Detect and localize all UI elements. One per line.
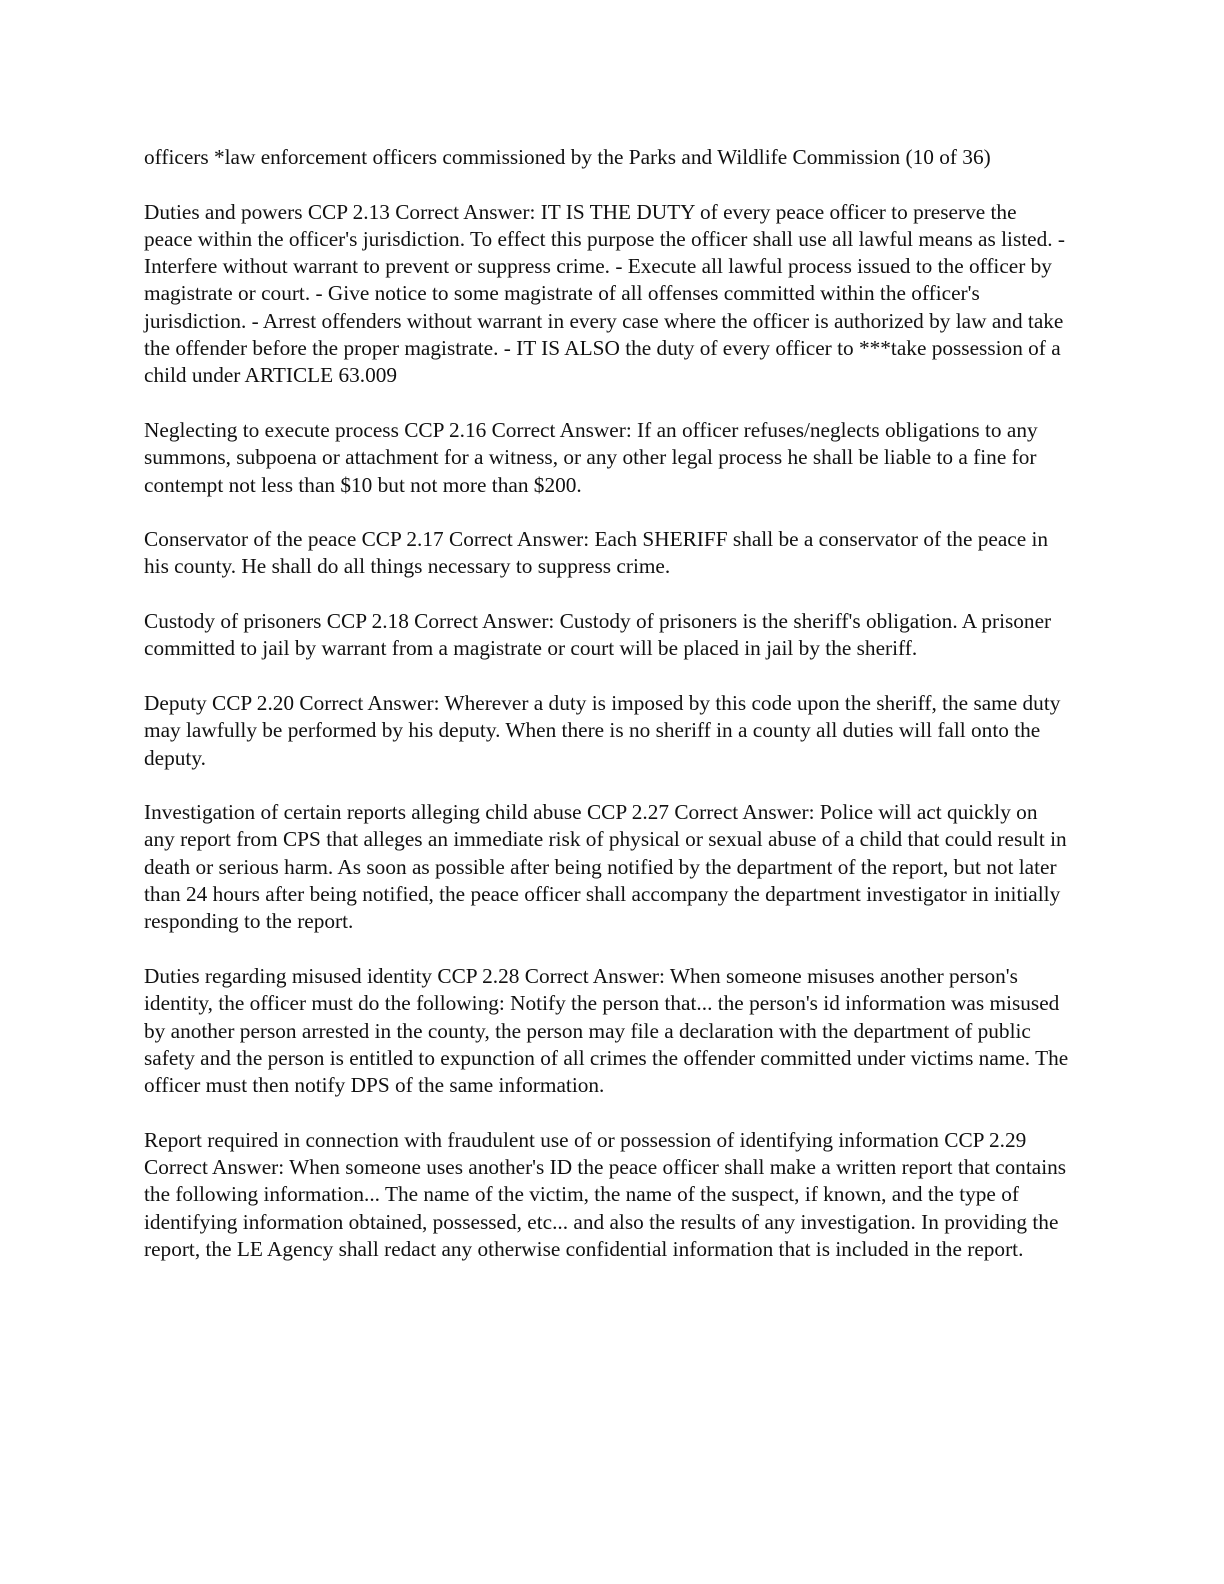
paragraph-conservator-of-peace: Conservator of the peace CCP 2.17 Correct Answer: Each SHERIFF shall be a conservator of the peace in his county. He shall do all things necessary to suppress crime. bbox=[144, 527, 1049, 579]
paragraph-custody-of-prisoners: Custody of prisoners CCP 2.18 Correct Answer: Custody of prisoners is the sheriff's obligation. A prisoner committed to jail by warrant from a magistrate or court will be placed in jail by the sheriff. bbox=[144, 609, 1052, 661]
paragraph-misused-identity: Duties regarding misused identity CCP 2.28 Correct Answer: When someone misuses another person's identity, the officer must do the following: Notify the person that... the person's id information was misused by another person arrested in the county, the person may file a declaration with the department of public safety and the person is entitled to expunction of all crimes the offender committed under victims name. The officer must then notify DPS of the same information. bbox=[144, 963, 1069, 1098]
document-body bbox=[144, 144, 1069, 1290]
paragraph-deputy: Deputy CCP 2.20 Correct Answer: Wherever a duty is imposed by this code upon the sheriff, the same duty may lawfully be performed by his deputy. When there is no sheriff in a county all duties will fall onto the deputy. bbox=[144, 690, 1061, 770]
paragraph-neglecting-process: Neglecting to execute process CCP 2.16 Correct Answer: If an officer refuses/neglects obligations to any summons, subpoena or attachment for a witness, or any other legal process he shall be liable to a fine for contempt not less than $10 but not more than $200. bbox=[144, 417, 1038, 497]
paragraph-child-abuse-reports: Investigation of certain reports alleging child abuse CCP 2.27 Correct Answer: Police will act quickly on any report from CPS that alleges an immediate risk of physical or sexual abuse of a child that could result in death or serious harm. As soon as possible after being notified by the department of the report, but not later than 24 hours after being notified, the peace officer shall accompany the department investigator in initially responding to the report. bbox=[144, 800, 1067, 934]
paragraph-fraudulent-id-report: Report required in connection with fraudulent use of or possession of identifying information CCP 2.29 Correct Answer: When someone uses another's ID the peace officer shall make a written report that contains the following information... The name of the victim, the name of the suspect, if known, and the type of identifying information obtained, possessed, etc... and also the results of any investigation. In providing the report, the LE Agency shall redact any otherwise confidential information that is included in the report. bbox=[144, 1127, 1067, 1261]
paragraph-parks-wildlife-officers: officers *law enforcement officers commissioned by the Parks and Wildlife Commission (10 of 36) bbox=[144, 145, 991, 169]
paragraph-duties-and-powers: Duties and powers CCP 2.13 Correct Answer: IT IS THE DUTY of every peace officer to preserve the peace within the officer's jurisdiction. To effect this purpose the officer shall use all lawful means as listed. - Interfere without warrant to prevent or suppress crime. - Execute all lawful process issued to the officer by magistrate or court. - Give notice to some magistrate of all offenses committed within the officer's jurisdiction. - Arrest offenders without warrant in every case where the officer is authorized by law and take the offender before the proper magistrate. - IT IS ALSO the duty of every officer to ***take possession of a child under ARTICLE 63.009 bbox=[144, 199, 1066, 388]
